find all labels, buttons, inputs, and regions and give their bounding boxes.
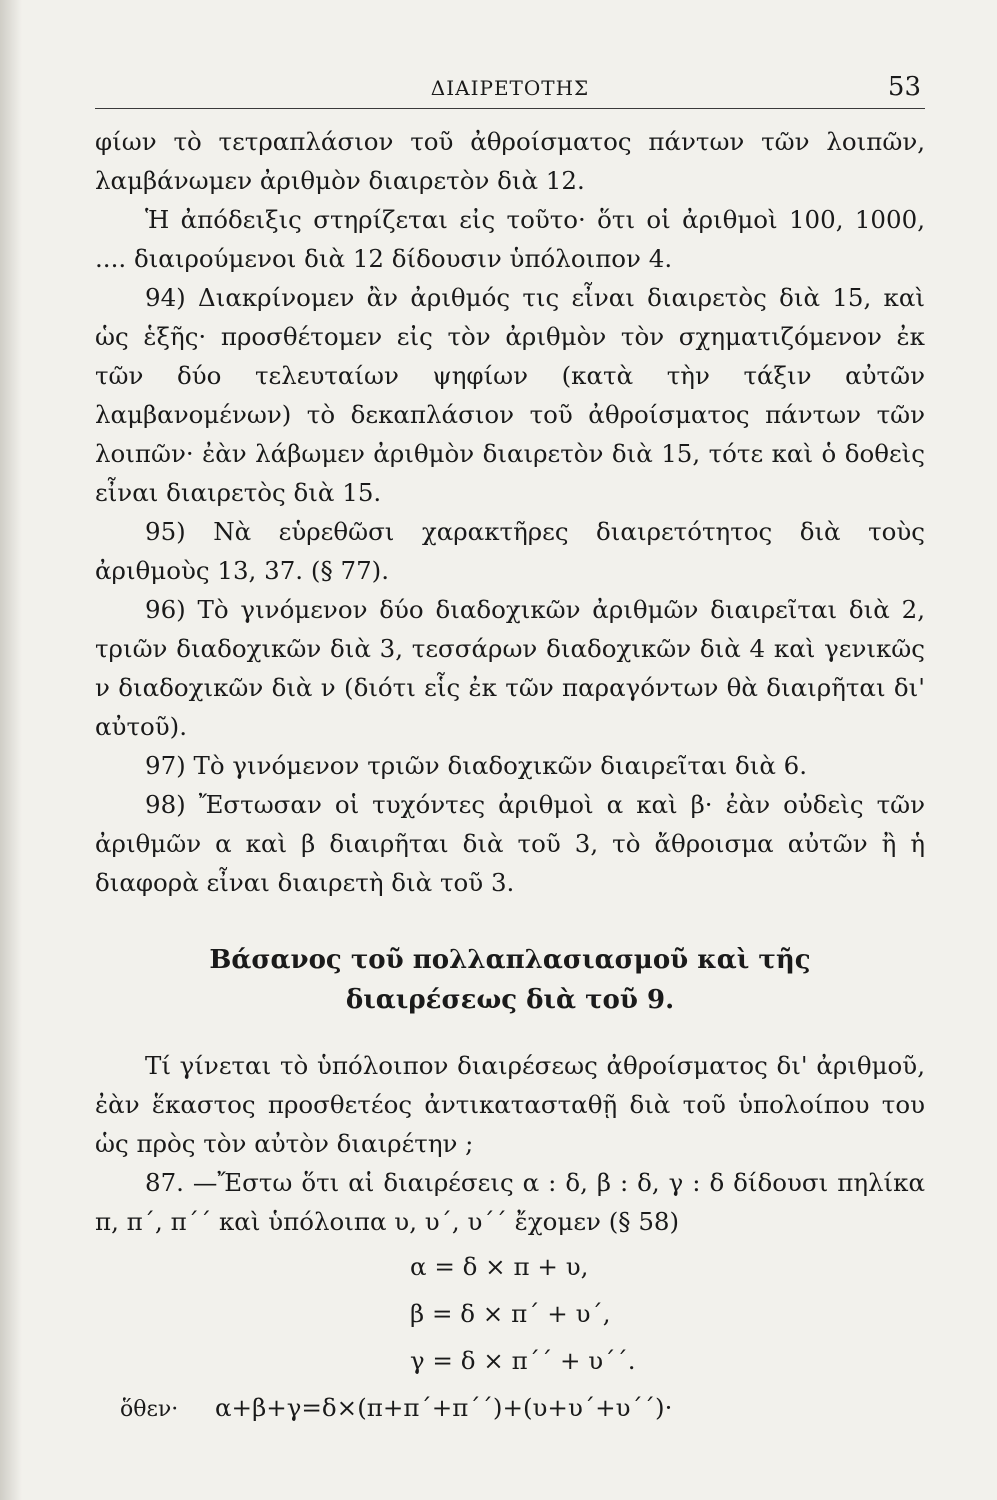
section-heading-line-2: διαιρέσεως διὰ τοῦ 9. [345,985,675,1015]
equation-line [95,1247,925,1294]
page-edge-shadow [0,0,22,1500]
running-head: ΔΙΑΙΡΕΤΟΤΗΣ [430,76,590,100]
paragraph-proof: Ἡ ἀπόδειξις στηρίζεται εἰς τοῦτο· ὅτι οἱ ἀριθμοὶ 100, 1000, .... διαιρούμενοι διὰ 12 δίδουσιν ὑπόλοιπον 4. [95,205,925,273]
article-87: 87. —Ἔστω ὅτι αἱ διαιρέσεις α : δ, β : δ, γ : δ δίδουσι πηλίκα π, π΄, π΄΄ καὶ ὑπόλοιπα υ, υ΄, υ΄΄ ἔχομεν (§ 58) [95,1168,925,1236]
equation-alpha: α = δ × π + υ, [410,1252,589,1281]
body-text [95,122,925,1435]
exercise-98: 98) Ἔστωσαν οἱ τυχόντες ἀριθμοὶ α καὶ β· ἐὰν οὐδεὶς τῶν ἀριθμῶν α καὶ β διαιρῆται διὰ τοῦ 3, τὸ ἄθροισμα αὐτῶν ἢ ἡ διαφορὰ εἶναι διαιρετὴ διὰ τοῦ 3. [95,790,925,897]
question-paragraph: Τί γίνεται τὸ ὑπόλοιπον διαιρέσεως ἀθροίσματος δι' ἀριθμοῦ, ἐὰν ἕκαστος προσθετέος ἀντικατασταθῇ διὰ τοῦ ὑπολοίπου του ὡς πρὸς τὸν αὐτὸν διαιρέτην ; [95,1051,925,1158]
equations-block [95,1247,925,1435]
equation-line [95,1388,925,1435]
section-heading-line-1: Βάσανος τοῦ πολλαπλασιασμοῦ καὶ τῆς [209,945,811,975]
exercise-96: 96) Τὸ γινόμενον δύο διαδοχικῶν ἀριθμῶν διαιρεῖται διὰ 2, τριῶν διαδοχικῶν διὰ 3, τεσσάρων διαδοχικῶν διὰ 4 καὶ γενικῶς ν διαδοχικῶν διὰ ν (διότι εἷς ἐκ τῶν παραγόντων θὰ διαιρῆται δι' αὐτοῦ). [95,595,925,741]
equation-line [95,1294,925,1341]
exercise-94: 94) Διακρίνομεν ἂν ἀριθμός τις εἶναι διαιρετὸς διὰ 15, καὶ ὡς ἑξῆς· προσθέτομεν εἰς τὸν ἀριθμὸν τὸν σχηματιζόμενον ἐκ τῶν δύο τελευταίων ψηφίων (κατὰ τὴν τάξιν αὐτῶν λαμβανομένων) τὸ δεκαπλάσιον τοῦ ἀθροίσματος πάντων τῶν λοιπῶν· ἐὰν λάβωμεν ἀριθμὸν διαιρετὸν διὰ 15, τότε καὶ ὁ δοθεὶς εἶναι διαιρετὸς διὰ 15. [95,283,925,507]
equation-gamma: γ = δ × π΄΄ + υ΄΄. [410,1346,636,1375]
equation-beta: β = δ × π΄ + υ΄, [410,1299,611,1328]
section-heading [95,940,925,1020]
equation-line [95,1341,925,1388]
paragraph-continuation: φίων τὸ τετραπλάσιον τοῦ ἀθροίσματος πάντων τῶν λοιπῶν, λαμβάνωμεν ἀριθμὸν διαιρετὸν διὰ 12. [95,127,925,195]
page-header [95,68,925,109]
exercise-95: 95) Νὰ εὑρεθῶσι χαρακτῆρες διαιρετότητος διὰ τοὺς ἀριθμοὺς 13, 37. (§ 77). [95,517,925,585]
hence-label: ὅθεν· [120,1397,179,1422]
page-number: 53 [887,72,921,102]
equation-sum: α+β+γ=δ×(π+π΄+π΄΄)+(υ+υ΄+υ΄΄)· [215,1393,673,1422]
exercise-97: 97) Τὸ γινόμενον τριῶν διαδοχικῶν διαιρεῖται διὰ 6. [145,751,808,780]
